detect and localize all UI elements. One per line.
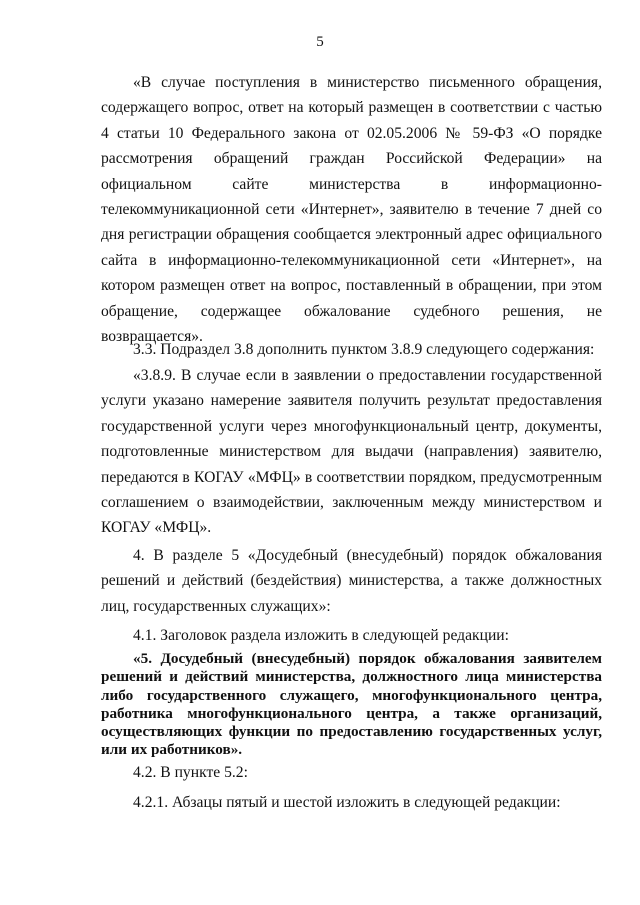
paragraph-mfc-internet-response: «В случае поступления в министерство письменного обращения, содержащего вопрос, ответ на который размещен в соответствии с частью 4 статьи 10 Федерального закона от 02.05.2006 № 59-ФЗ «О порядке рассмотрения обращений граждан Российской Федерации» на официальном сайте министерства в информационно-телекоммуникационной сети «Интернет», заявителю в течение 7 дней со дня регистрации обращения сообщается электронный адрес официального сайта в информационно-телекоммуникационной сети «Интернет», на котором размещен ответ на вопрос, поставленный в обращении, при этом обращение, содержащее обжалование судебного решения, не возвращается». [101, 74, 602, 346]
paragraph-subsection-3-8: 3.3. Подраздел 3.8 дополнить пунктом 3.8.9 следующего содержания: [133, 341, 595, 358]
paragraph-item-4-1: 4.1. Заголовок раздела изложить в следующей редакции: [133, 627, 509, 644]
paragraph-section-5: 4. В разделе 5 «Досудебный (внесудебный) порядок обжалования решений и действий (бездействия) министерства, а также должностных лиц, государственных служащих»: [101, 547, 602, 615]
paragraph-section-5-heading: «5. Досудебный (внесудебный) порядок обжалования заявителем решений и действий министерства, должностного лица министерства либо государственного служащего, многофункционального центра, работника многофункционального центра, а также организаций, осуществляющих функции по предоставлению государственных услуг, или их работников». [101, 650, 602, 759]
paragraph-item-4-2-1: 4.2.1. Абзацы пятый и шестой изложить в следующей редакции: [133, 794, 561, 811]
page-number: 5 [316, 34, 324, 50]
paragraph-item-3-8-9: «3.8.9. В случае если в заявлении о предоставлении государственной услуги указано намерение заявителя получить результат предоставления государственной услуги через многофункциональный центр, документы, подготовленные министерством для выдачи (направления) заявителю, передаются в КОГАУ «МФЦ» в соответствии порядком, предусмотренным соглашением о взаимодействии, заключенным между министерством и КОГАУ «МФЦ». [101, 367, 602, 537]
paragraph-item-4-2: 4.2. В пункте 5.2: [133, 764, 248, 781]
